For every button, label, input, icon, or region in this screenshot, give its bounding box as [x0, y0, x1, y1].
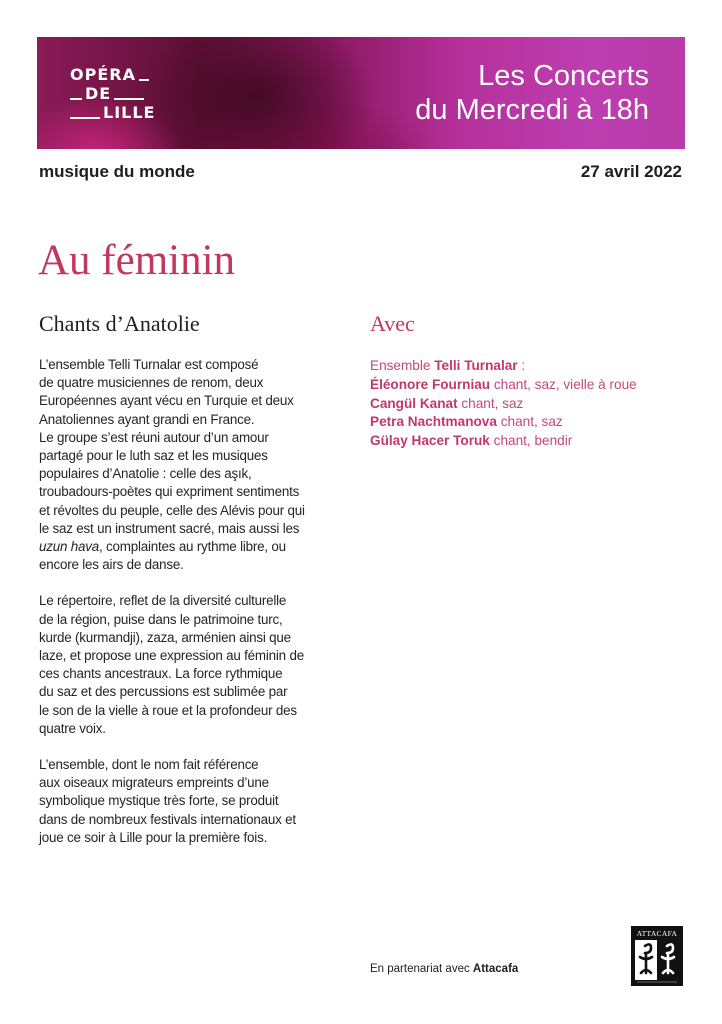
text-line: populaires d’Anatolie : celle des aşık,: [39, 466, 252, 482]
description-paragraph-2: [39, 592, 339, 738]
opera-de-lille-logo: [70, 65, 155, 122]
text-line: [39, 538, 339, 556]
logo-bar: [114, 98, 144, 100]
logo-bar: [139, 79, 149, 81]
text-line: dans de nombreux festivals internationaux et: [39, 811, 296, 827]
cast-heading: Avec: [370, 311, 415, 336]
text-line: L’ensemble, dont le nom fait référence: [39, 757, 259, 773]
member-name: Petra Nachtmanova: [370, 414, 497, 430]
text-line: Anatoliennes ayant grandi en France.: [39, 411, 255, 427]
text-line: kurde (kurmandji), zaza, arménien ainsi que: [39, 629, 291, 645]
cast-member: [370, 413, 637, 432]
text-line: encore les airs de danse.: [39, 557, 184, 573]
text-line: aux oiseaux migrateurs empreints d’une: [39, 775, 269, 791]
logo-line-1: OPÉRA: [70, 65, 136, 84]
cast-member: [370, 432, 637, 451]
dancing-figures-icon: [631, 926, 683, 986]
text-line: symbolique mystique très forte, se produit: [39, 793, 279, 809]
header-banner: [37, 37, 685, 149]
concert-date: 27 avril 2022: [580, 162, 682, 181]
ensemble-prefix: Ensemble: [370, 358, 435, 373]
member-role: chant, saz: [496, 414, 563, 430]
partner-prefix: En partenariat avec: [370, 963, 473, 975]
text-line: le saz est un instrument sacré, mais aussi les: [39, 520, 300, 536]
description: [39, 356, 339, 865]
banner-title-line-1: Les Concerts: [478, 60, 649, 92]
ensemble-line: [370, 357, 637, 376]
logo-bar: [70, 98, 82, 100]
text-fragment: , complaintes au rythme libre, ou: [99, 539, 286, 555]
text-line: le son de la vielle à roue et la profondeur des: [39, 702, 297, 718]
italic-term: uzun hava: [39, 539, 99, 555]
text-line: laze, et propose une expression au féminin de: [39, 648, 304, 664]
text-line: partagé pour le luth saz et les musiques: [39, 448, 268, 464]
ensemble-suffix: :: [517, 358, 526, 373]
text-line: Le groupe s’est réuni autour d’un amour: [39, 429, 269, 445]
member-name: Cangül Kanat: [370, 395, 458, 411]
banner-title-line-2: du Mercredi à 18h: [415, 94, 649, 126]
concert-title: Au féminin: [38, 237, 236, 284]
text-line: troubadours-poètes qui expriment sentiments: [39, 484, 300, 500]
logo-line-2: DE: [85, 84, 112, 103]
member-role: chant, saz: [457, 395, 524, 411]
ensemble-name: Telli Turnalar: [434, 358, 518, 373]
description-paragraph-1: [39, 356, 339, 574]
attacafa-logo: [631, 926, 683, 986]
text-line: Le répertoire, reflet de la diversité culturelle: [39, 593, 287, 609]
cast-list: [370, 357, 637, 451]
logo-line-3: LILLE: [103, 103, 156, 122]
text-line: du saz et des percussions est sublimée par: [39, 684, 288, 700]
text-line: joue ce soir à Lille pour la première fois.: [39, 829, 268, 845]
description-paragraph-3: [39, 756, 339, 847]
partner-name: Attacafa: [472, 963, 519, 975]
category-label: musique du monde: [39, 162, 195, 181]
text-line: et révoltes du peuple, celle des Alévis pour qui: [39, 502, 305, 518]
member-name: Éléonore Fourniau: [370, 376, 491, 392]
text-line: de la région, puise dans le patrimoine turc,: [39, 611, 283, 627]
banner-title: [415, 59, 649, 127]
text-line: L’ensemble Telli Turnalar est composé: [39, 357, 259, 372]
text-line: de quatre musiciennes de renom, deux: [39, 375, 264, 391]
attacafa-logo-text: ATTACAFA: [636, 929, 678, 938]
concert-subtitle: Chants d’Anatolie: [39, 311, 200, 336]
cast-member: [370, 395, 637, 414]
text-line: quatre voix.: [39, 720, 106, 736]
cast-member: [370, 376, 637, 395]
member-role: chant, bendir: [489, 433, 573, 449]
text-line: ces chants ancestraux. La force rythmique: [39, 666, 283, 682]
logo-bar: [70, 117, 100, 119]
member-name: Gülay Hacer Toruk: [370, 433, 490, 449]
member-role: chant, saz, vielle à roue: [490, 376, 637, 392]
text-line: Européennes ayant vécu en Turquie et deux: [39, 393, 294, 409]
partner-credit: [370, 963, 518, 975]
